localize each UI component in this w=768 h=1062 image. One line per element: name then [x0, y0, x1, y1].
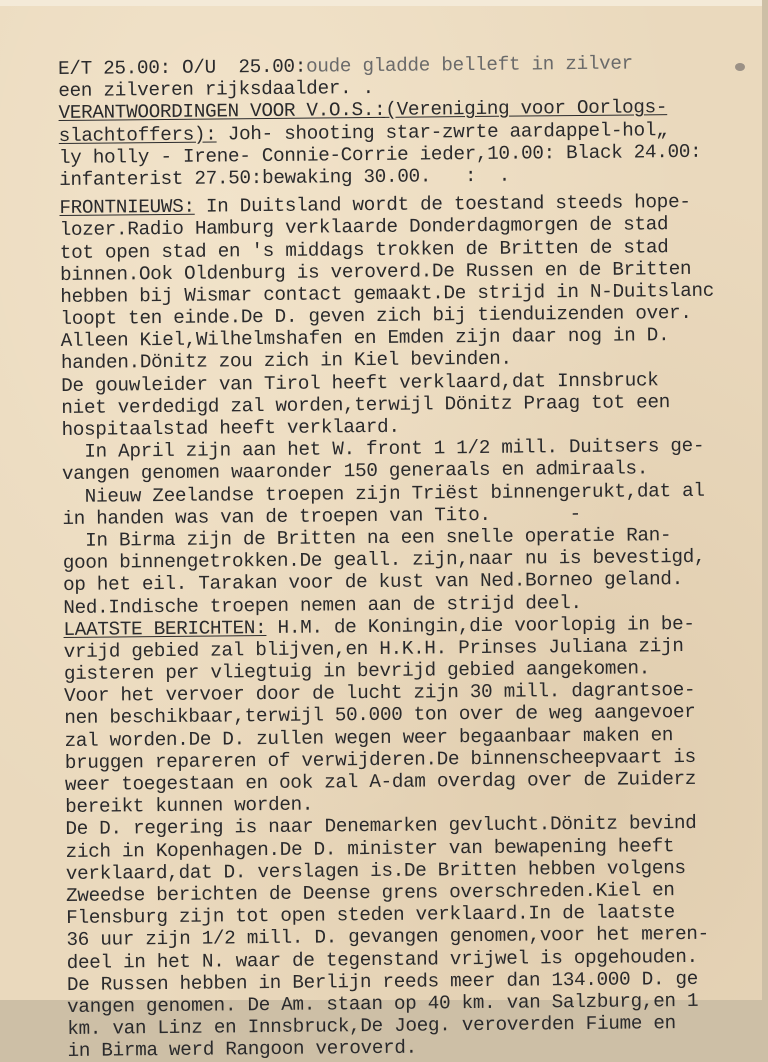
latest-line: in Birma werd Rangoon veroverd. — [67, 1036, 418, 1062]
front-line: lozer.Radio Hamburg verklaarde Donderdagmorgen de stad — [59, 213, 669, 242]
latest-line: weer toegestaan en ook zal A-dam overdag over de Zuiderz — [64, 767, 697, 796]
header-line-4-heading: slachtoffers): — [58, 123, 217, 147]
latest-line: Zweedse berichten de Deense grens overschreden.Kiel en — [65, 879, 675, 907]
front-line: niet verdedigd zal worden,terwijl Dönitz Praag tot een — [61, 390, 671, 419]
header-line-5: ly holly - Irene- Connie-Corrie ieder,10.00: Black 24.00: — [58, 140, 702, 169]
front-line: goon binnengetrokken.De geall. zijn,naar nu is bevestigd, — [62, 545, 706, 575]
front-line-0-text: In Duitsland wordt de toestand steeds hope- — [194, 191, 691, 218]
front-line: vangen genomen waaronder 150 generaals en admiraals. — [61, 457, 649, 486]
latest-line: vrijd gebied zal blijven,en H.K.H. Prinses Juliana zijn — [63, 634, 684, 663]
latest-line: Flensburg zijn tot open steden verklaard.In de laatste — [66, 901, 675, 930]
front-line: Nieuw Zeelandse troepen zijn Triëst binnengerukt,dat al — [62, 479, 705, 508]
latest-line: Voor het vervoer door de lucht zijn 30 mill. dagrantsoe- — [64, 679, 696, 708]
latest-line: De Russen hebben in Berlijn reeds meer dan 134.000 D. ge — [66, 967, 699, 996]
latest-line: km. van Linz en Innsbruck,De Joeg. veroverden Fiume en — [67, 1012, 677, 1041]
latest-line: De D. regering is naar Denemarken gevlucht.Dönitz bevind — [65, 812, 697, 841]
latest-line: bruggen repareren of verwijderen.De binnenscheepvaart is — [64, 745, 696, 774]
front-line: handen.Dönitz zou zich in Kiel bevinden. — [60, 348, 512, 375]
latest-line: verklaard,dat D. verslagen is.De Britten hebben volgens — [65, 856, 686, 885]
latest-line: vangen genomen. De Am. staan op 40 km. van Salzburg,en 1 — [67, 989, 699, 1018]
latest-line: gisteren per vliegtuig in bevrijd gebied aangekomen. — [63, 657, 651, 686]
header-line-4-rest: Joh- shooting star-zwrte aardappel-hol„ — [216, 118, 668, 146]
front-line: binnen.Ook Oldenburg is veroverd.De Russen en de Britten — [59, 257, 692, 286]
section-heading-verantwoordingen: VERANTWOORDINGEN VOOR V.O.S.: — [58, 99, 386, 125]
latest-line-0-text: H.M. de Koningin,die voorlopig in be- — [266, 612, 695, 639]
front-line: hebben bij Wismar contact gemaakt.De strijd in N-Duitslanc — [60, 279, 715, 308]
latest-line: 36 uur zijn 1/2 mill. D. gevangen genomen,voor het meren- — [66, 923, 709, 952]
latest-line: zal worden.De D. zullen wegen weer begaanbaar maken en — [64, 723, 674, 752]
header-line-2: een zilveren rijksdaalder. . — [58, 77, 374, 103]
front-line: loopt ten einde.De D. geven zich bij tienduizenden over. — [60, 301, 692, 331]
section-heading-laatste-berichten: LAATSTE BERICHTEN: — [63, 616, 267, 641]
front-line: op het eil. Tarakan voor de kust van Ned.Borneo geland. — [62, 568, 684, 597]
cost-summary: E/T 25.00: O/U 25.00: — [58, 55, 307, 80]
front-line: De gouwleider van Tirol heeft verklaard,dat Innsbruck — [61, 368, 659, 397]
faint-overtype: oude gladde belleft in zilver — [305, 52, 634, 78]
header-line-3-rest: (Vereniging voor Oorlogs- — [385, 96, 668, 122]
latest-line: nen beschikbaar,terwijl 50.000 ton over de weg aangevoer — [64, 701, 696, 730]
latest-line: deel in het N. waar de tegenstand vrijwel is opgehouden. — [66, 945, 698, 974]
front-line: hospitaalstad heeft verklaard. — [61, 415, 400, 441]
front-line: In Birma zijn de Britten na een snelle operatie Ran- — [62, 524, 672, 552]
front-line: Alleen Kiel,Wilhelmshafen en Emden zijn daar nog in D. — [60, 324, 670, 353]
front-line: in handen was van de troepen van Tito. - — [62, 502, 581, 530]
section-heading-frontnieuws: FRONTNIEUWS: — [59, 195, 195, 220]
front-line: In April zijn aan het W. front 1 1/2 mill. Duitsers ge- — [61, 435, 705, 464]
front-line: tot open stad en 's middags trokken de Britten de stad — [59, 235, 669, 264]
page-text — [58, 51, 768, 1062]
latest-line: bereikt kunnen worden. — [65, 793, 314, 819]
latest-line: zich in Kopenhagen.De D. minister van bewapening heeft — [65, 834, 675, 863]
front-line: Ned.Indische troepen nemen aan de strijd deel. — [63, 591, 582, 619]
header-line-6: infanterist 27.50:bewaking 30.00. : . — [59, 164, 511, 191]
